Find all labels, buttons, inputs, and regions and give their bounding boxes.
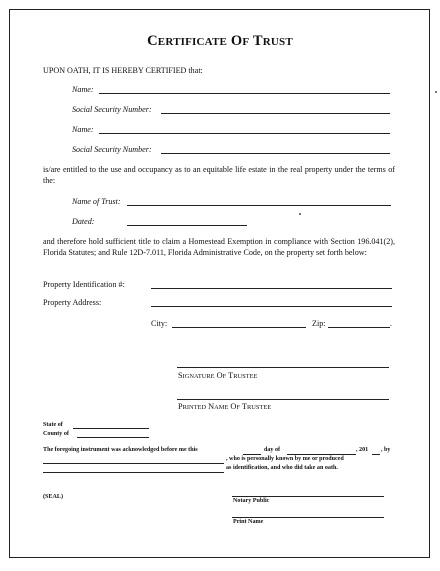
ssn-field-1[interactable]: [161, 113, 390, 114]
ssn-field-2[interactable]: [161, 153, 390, 154]
ssn-label-2: Social Security Number:: [72, 145, 152, 154]
ack-id-text: as identification, and who did take an oath.: [226, 465, 338, 471]
signature-label: SIGNATURE OF TRUSTEE: [178, 371, 258, 380]
property-address-label: Property Address:: [43, 298, 102, 307]
ack-by-text: , by: [381, 447, 391, 453]
dated-label: Dated:: [72, 217, 95, 226]
state-field[interactable]: [73, 428, 149, 429]
city-label: City:: [151, 319, 168, 328]
name-field-2[interactable]: [99, 133, 390, 134]
ack-identification-field[interactable]: [43, 472, 224, 473]
ack-known-text: , who is personally known by me or produced: [226, 456, 344, 462]
state-label: State of: [43, 422, 63, 428]
property-address-field[interactable]: [151, 306, 392, 307]
property-id-label: Property Identification #:: [43, 280, 125, 289]
zip-label: Zip:: [312, 319, 326, 328]
county-field[interactable]: [77, 437, 149, 438]
seal-label: (SEAL): [43, 494, 63, 500]
intro-text: UPON OATH, IT IS HEREBY CERTIFIED that:: [43, 66, 203, 75]
ack-person-field[interactable]: [43, 463, 224, 464]
zip-field[interactable]: [328, 327, 390, 328]
ack-day-of-text: day of: [264, 447, 281, 453]
document-title: CERTIFICATE OF TRUST: [147, 33, 293, 49]
signature-field[interactable]: [177, 367, 389, 368]
ssn-label-1: Social Security Number:: [72, 105, 152, 114]
ack-text-1: The foregoing instrument was acknowledged before me this: [43, 447, 198, 453]
printed-name-field[interactable]: [177, 399, 389, 400]
scan-speck: [435, 91, 437, 93]
ack-year-text: , 201: [356, 447, 369, 453]
zip-trailing-period: .: [390, 319, 393, 328]
entitled-paragraph: is/are entitled to the use and occupancy as to an equitable life estate in the real property under the terms of the:: [43, 165, 395, 185]
property-id-field[interactable]: [151, 288, 392, 289]
notary-public-label: Notary Public: [233, 498, 270, 504]
city-field[interactable]: [172, 327, 306, 328]
name-label-1: Name:: [72, 85, 94, 94]
homestead-paragraph: and therefore hold sufficient title to claim a Homestead Exemption in compliance with Section 196.041(2), Florida Statutes; and Rule 12D-7.011, Florida Administrative Code, on the property set forth below:: [43, 237, 395, 257]
name-field-1[interactable]: [99, 93, 390, 94]
scan-speck: [299, 213, 301, 215]
county-label: County of: [43, 431, 69, 437]
name-label-2: Name:: [72, 125, 94, 134]
print-name-label: Print Name: [233, 519, 264, 525]
printed-name-label: PRINTED NAME OF TRUSTEE: [178, 402, 272, 411]
trust-name-field[interactable]: [127, 205, 391, 206]
dated-field[interactable]: [127, 225, 247, 226]
ack-year-field[interactable]: [372, 454, 380, 455]
trust-name-label: Name of Trust:: [72, 197, 121, 206]
